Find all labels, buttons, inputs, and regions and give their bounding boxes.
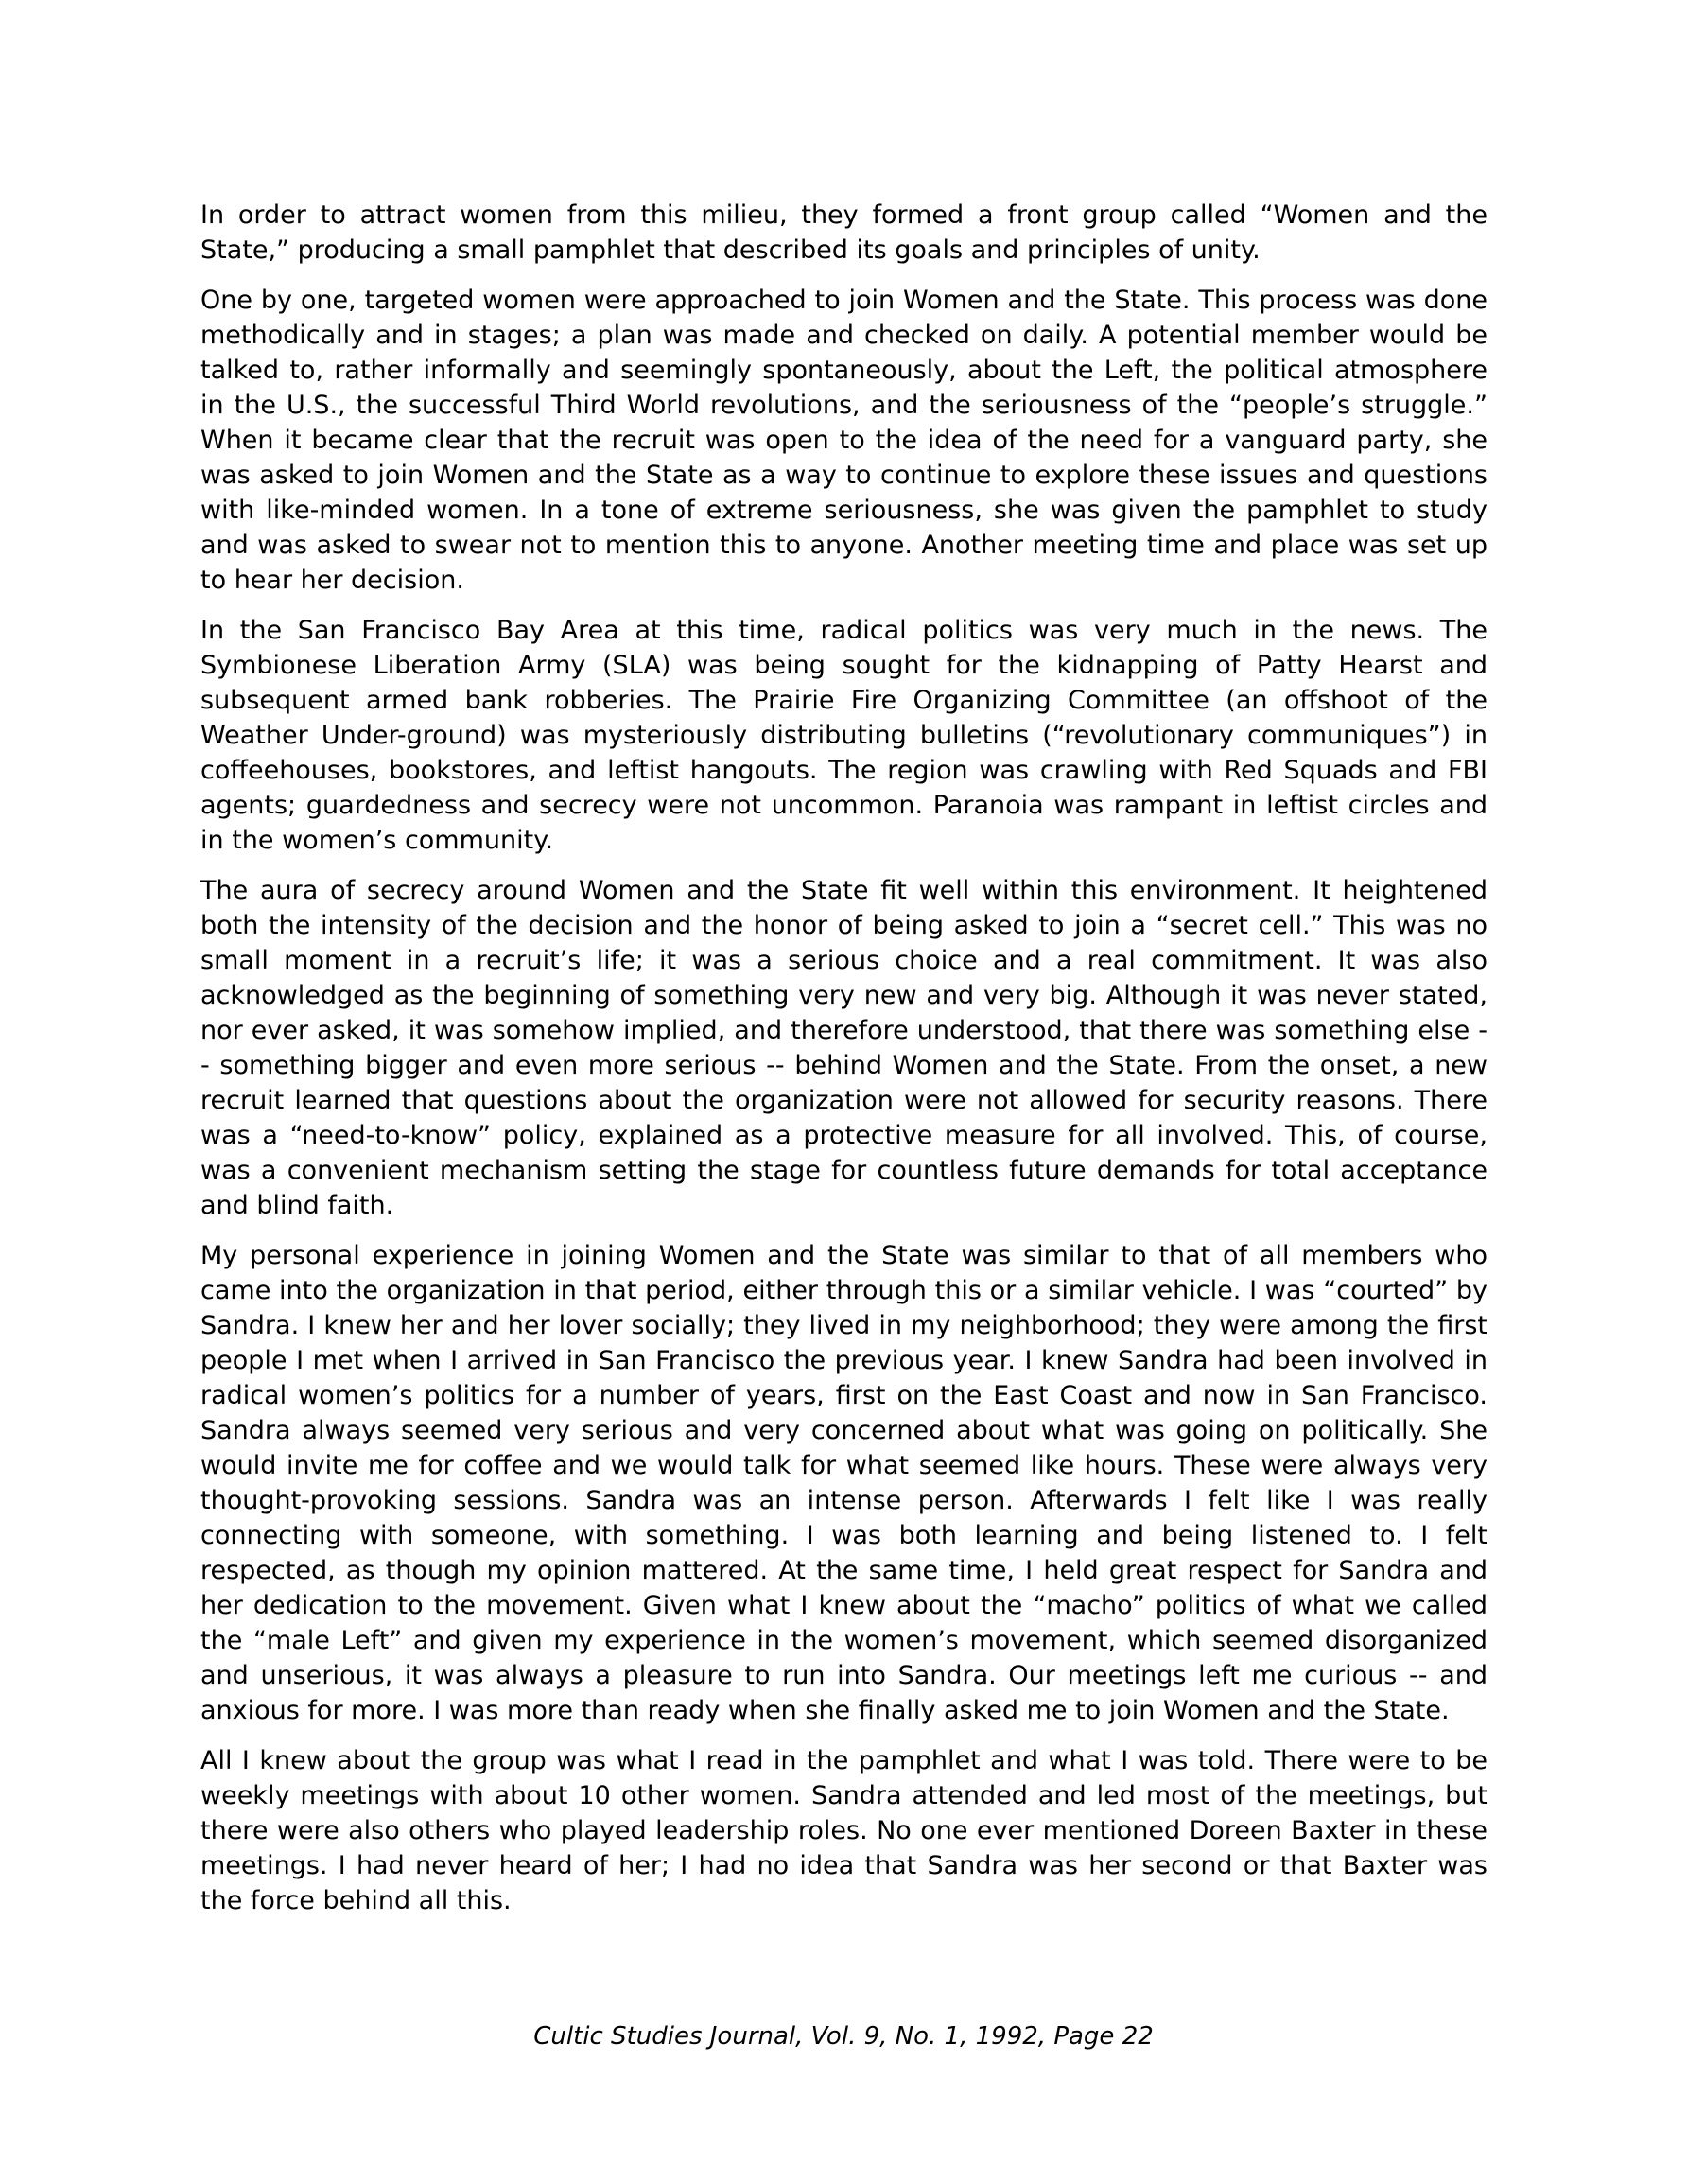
paragraph-5: My personal experience in joining Women and the State was similar to that of all members who came into the organization in that period, either through this or a similar vehicle. I was “courted” by Sandra. I knew her and her lover socially; they lived in my neighborhood; they were among the first people I met when I arrived in San Francisco the previous year. I knew Sandra had been involved in radical women’s politics for a number of years, first on the East Coast and now in San Francisco. Sandra always seemed very serious and very concerned about what was going on politically. She would invite me for coffee and we would talk for what seemed like hours. These were always very thought-provoking sessions. Sandra was an intense person. Afterwards I felt like I was really connecting with someone, with something. I was both learning and being listened to. I felt respected, as though my opinion mattered. At the same time, I held great respect for Sandra and her dedication to the movement. Given what I knew about the “macho” politics of what we called the “male Left” and given my experience in the women’s movement, which seemed disorganized and unserious, it was always a pleasure to run into Sandra. Our meetings left me curious -- and anxious for more. I was more than ready when she finally asked me to join Women and the State. [200,1241,1487,1725]
paragraph-3: In the San Francisco Bay Area at this time, radical politics was very much in the news. The Symbionese Liberation Army (SLA) was being sought for the kidnapping of Patty Hearst and subsequent armed bank robberies. The Prairie Fire Organizing Committee (an offshoot of the Weather Under-ground) was mysteriously distributing bulletins (“revolutionary communiques”) in coffeehouses, bookstores, and leftist hangouts. The region was crawling with Red Squads and FBI agents; guardedness and secrecy were not uncommon. Paranoia was rampant in leftist circles and in the women’s community. [200,616,1487,855]
paragraph-6: All I knew about the group was what I read in the pamphlet and what I was told. There were to be weekly meetings with about 10 other women. Sandra attended and led most of the meetings, but there were also others who played leadership roles. No one ever mentioned Doreen Baxter in these meetings. I had never heard of her; I had no idea that Sandra was her second or that Baxter was the force behind all this. [200,1746,1487,1915]
body-text [200,198,1487,1918]
paragraph-4: The aura of secrecy around Women and the State fit well within this environment. It heightened both the intensity of the decision and the honor of being asked to join a “secret cell.” This was no small moment in a recruit’s life; it was a serious choice and a real commitment. It was also acknowledged as the beginning of something very new and very big. Although it was never stated, nor ever asked, it was somehow implied, and therefore understood, that there was something else -- something bigger and even more serious -- behind Women and the State. From the onset, a new recruit learned that questions about the organization were not allowed for security reasons. There was a “need-to-know” policy, explained as a protective measure for all involved. This, of course, was a convenient mechanism setting the stage for countless future demands for total acceptance and blind faith. [200,876,1487,1220]
paragraph-2: One by one, targeted women were approached to join Women and the State. This process was done methodically and in stages; a plan was made and checked on daily. A potential member would be talked to, rather informally and seemingly spontaneously, about the Left, the political atmosphere in the U.S., the successful Third World revolutions, and the seriousness of the “people’s struggle.” When it became clear that the recruit was open to the idea of the need for a vanguard party, she was asked to join Women and the State as a way to continue to explore these issues and questions with like-minded women. In a tone of extreme seriousness, she was given the pamphlet to study and was asked to swear not to mention this to anyone. Another meeting time and place was set up to hear her decision. [200,286,1487,595]
paragraph-1: In order to attract women from this milieu, they formed a front group called “Women and the State,” producing a small pamphlet that described its goals and principles of unity. [200,201,1487,265]
page-footer-citation: Cultic Studies Journal, Vol. 9, No. 1, 1992, Page 22 [533,2022,1154,2051]
